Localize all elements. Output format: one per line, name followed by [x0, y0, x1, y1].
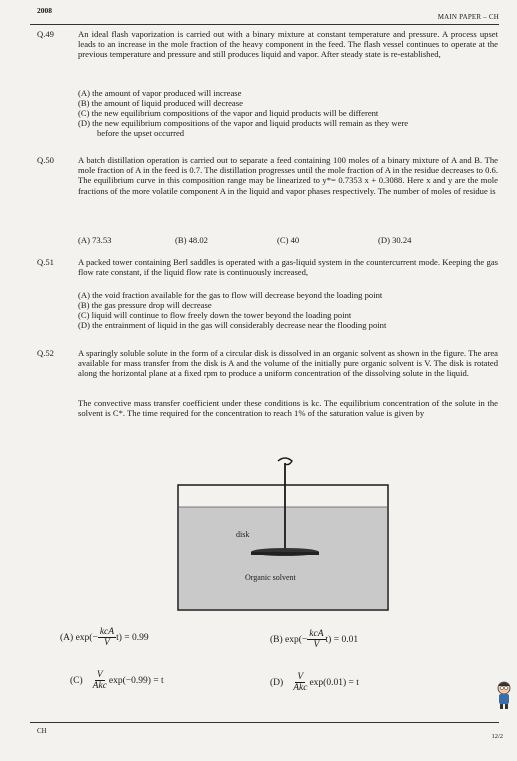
- option-b: (B) the gas pressure drop will decrease: [78, 300, 212, 310]
- option-d: [270, 672, 359, 693]
- option-a: [60, 627, 149, 648]
- option-c: (C) 40: [277, 235, 300, 245]
- fraction: [307, 629, 325, 650]
- fraction-numerator: V: [96, 670, 103, 680]
- option-a: (A) 73.53: [78, 235, 112, 245]
- fraction-denominator: Akc: [92, 681, 107, 691]
- question-number: Q.51: [37, 257, 54, 267]
- option-d: (D) 30.24: [378, 235, 412, 245]
- solvent-liquid: [179, 507, 387, 609]
- fraction-numerator: kcA: [99, 627, 115, 637]
- fraction: [91, 670, 109, 691]
- fraction-numerator: V: [297, 672, 304, 682]
- dissolution-figure: [170, 455, 400, 615]
- header-paper-label: MAIN PAPER – CH: [437, 13, 499, 21]
- option-a: (A) the void fraction available for the gas to flow will decrease beyond the loading point: [78, 290, 383, 300]
- question-text: A packed tower containing Berl saddles is operated with a gas-liquid system in the countercurrent mode. Keeping the gas flow rate constant, if the liquid flow rate is continuously increased,: [78, 257, 498, 278]
- question-number: Q.52: [37, 348, 54, 358]
- fraction-numerator: kcA: [309, 629, 324, 639]
- question-text: An ideal flash vaporization is carried out with a binary mixture at constant temperature and pressure. A process upset leads to an increase in the mole fraction of the heavy component in the feed. The flash vessel continues to operate at the previous temperature and pressure and still produces liquid and vapor. After steady state is re-established,: [78, 29, 498, 60]
- option-a-suffix: t) = 0.99: [116, 632, 149, 643]
- option-c: (C) liquid will continue to flow freely down the tower beyond the loading point: [78, 310, 352, 320]
- header-year: 2008: [37, 6, 52, 15]
- option-d-prefix: (D): [270, 677, 284, 688]
- option-a: (A) the amount of vapor produced will increase: [78, 88, 242, 98]
- fraction-denominator: Akc: [293, 683, 308, 693]
- option-c: (C) the new equilibrium compositions of the vapor and liquid products will be different: [78, 108, 379, 118]
- question-number: Q.50: [37, 155, 54, 165]
- footer-paper-code: CH: [37, 727, 47, 735]
- option-b-suffix: t) = 0.01: [325, 634, 359, 645]
- option-c-suffix: exp(−0.99) = t: [108, 675, 164, 686]
- fraction-denominator: V: [313, 640, 320, 650]
- question-text-continued: The convective mass transfer coefficient under these conditions is kc. The equilibrium concentration of the solute in the solvent is C*. The time required for the concentration to reach 1% of the saturation value is given by: [78, 398, 498, 419]
- header-divider: [30, 24, 499, 25]
- option-b: [270, 629, 358, 650]
- option-c: [70, 670, 164, 691]
- question-number: Q.49: [37, 29, 54, 39]
- option-d: (D) the entrainment of liquid in the gas will considerably decrease near the flooding point: [78, 320, 387, 330]
- question-text: A sparingly soluble solute in the form of a circular disk is dissolved in an organic solvent as shown in the figure. The area available for mass transfer from the disk is A and the volume of the initially pure organic solvent is V. The disk is rotated along the horizontal plane at a fixed rpm to produce a uniform concentration of the dissolving solute in the liquid.: [78, 348, 498, 379]
- disk-label: disk: [236, 530, 250, 539]
- option-d-continued: before the upset occurred: [97, 128, 185, 138]
- option-b-prefix: (B) exp(−: [270, 634, 308, 645]
- option-a-prefix: (A) exp(−: [60, 632, 98, 643]
- question-text: A batch distillation operation is carried out to separate a feed containing 100 moles of a binary mixture of A and B. The mole fraction of A in the feed is 0.7. The distillation progresses until the mole fraction of A in the residue decreases to 0.6. The equilibrium curve in this composition range may be linearized to y*= 0.7353 x + 0.3088. Here x and y are the mole fractions of the more volatile component A in the liquid and vapor phases respectively. The number of moles of residue is: [78, 155, 498, 196]
- option-c-prefix: (C): [70, 675, 83, 686]
- option-d-suffix: exp(0.01) = t: [309, 677, 359, 688]
- option-b: (B) 48.02: [175, 235, 208, 245]
- fraction: [98, 627, 116, 648]
- footer-divider: [30, 722, 499, 723]
- disk-edge: [251, 552, 319, 555]
- fraction: [291, 672, 309, 693]
- footer-page-number: 12/2: [491, 733, 503, 740]
- option-d: (D) the new equilibrium compositions of the vapor and liquid products will remain as they were: [78, 118, 409, 128]
- mascot-icon: [495, 680, 513, 710]
- fraction-denominator: V: [104, 638, 110, 648]
- option-b: (B) the amount of liquid produced will decrease: [78, 98, 243, 108]
- solvent-label: Organic solvent: [245, 573, 296, 582]
